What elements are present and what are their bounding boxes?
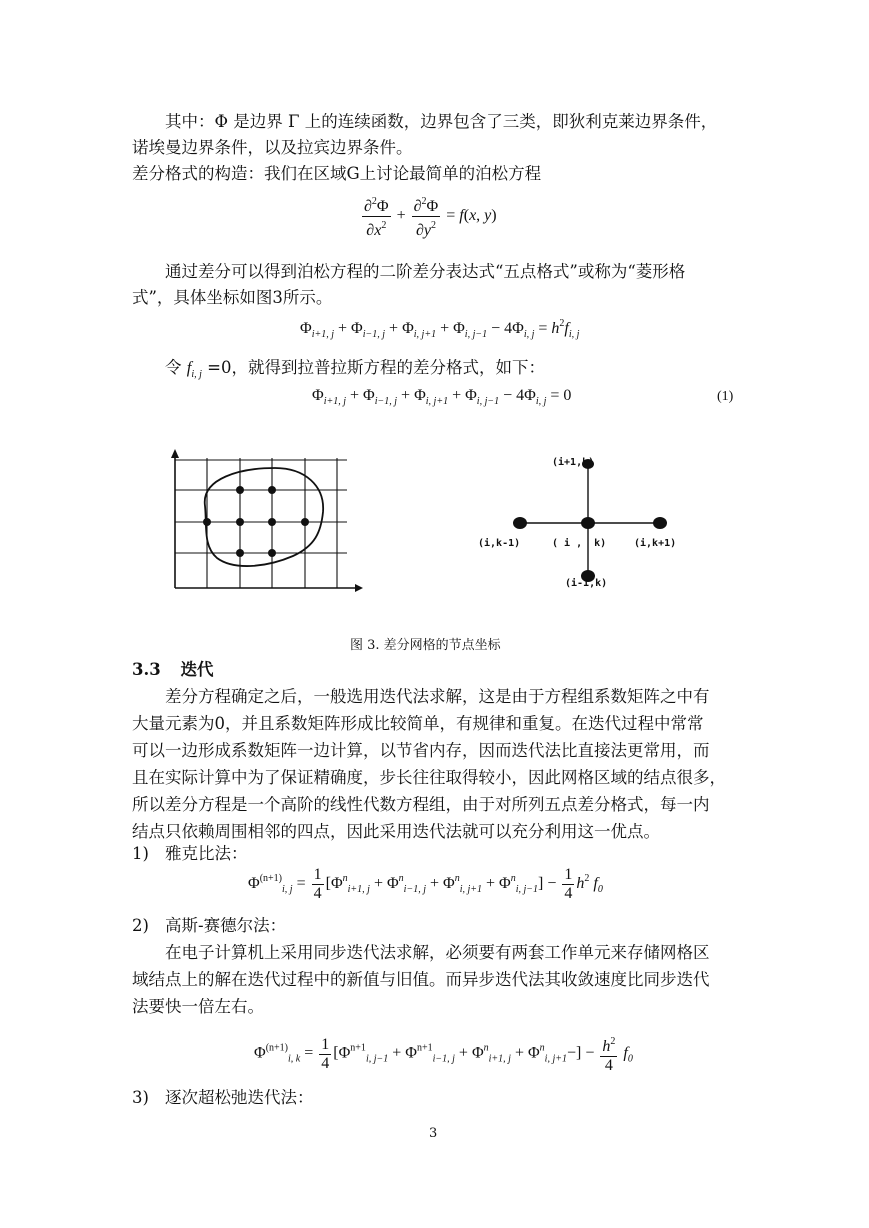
paragraph-line: 域结点上的解在迭代过程中的新值与旧值。而异步迭代法其收敛速度比同步迭代 (132, 970, 710, 989)
paragraph-line: 大量元素为0，并且系数矩阵形成比较简单，有规律和重复。在迭代过程中常常 (132, 714, 704, 733)
list-item-label: 雅克比法： (165, 844, 248, 863)
section-heading (132, 656, 213, 680)
list-item-number: 3) (132, 1088, 149, 1107)
equation-number: (1) (717, 389, 734, 404)
poisson-equation: $\frac{\partial^2\Phi}{\partial x^2}$ + $\frac{\partial^2\Phi}{\partial y^2}$ = f(x, y) (360, 193, 497, 240)
paragraph-line: 差分方程确定之后，一般选用迭代法求解，这是由于方程组系数矩阵之中有 (165, 687, 710, 706)
list-item-number: 2) (132, 916, 149, 935)
stencil-label-center: ( i , k) (552, 538, 607, 549)
laplace-equation: $\Phi_{i+1, j} + \Phi_{i-1, j} + \Phi_{i, j+1} + \Phi_{i, j-1} - 4\Phi_{i, j} = 0$ (312, 387, 572, 407)
stencil-label-left: (i,k-1) (478, 538, 521, 549)
list-item-number: 1) (132, 844, 149, 863)
stencil-label-right: (i,k+1) (634, 538, 677, 549)
jacobi-equation: $\Phi^{(n+1)}_{i, j}$ = $\frac{1}{4}$ $[\Phi^n_{i+1, j} + \Phi^n_{i-1, j} + \Phi^n_{i, j+1} + \Phi^n_{i, j-1}]$ − $\frac{1}{4}$ $h^2$ $f_0$ (248, 866, 603, 902)
stencil-label-bottom: (i-1,k) (565, 578, 608, 589)
paragraph-line: 差分格式的构造：我们在区域G上讨论最简单的泊松方程 (132, 164, 542, 183)
list-item-label: 逐次超松弛迭代法： (165, 1088, 314, 1107)
gauss-seidel-equation: $\Phi^{(n+1)}_{i, k}$ = $\frac{1}{4}$ $[\Phi^{n+1}_{i, j-1} + \Phi^{n+1}_{i-1, j} + \Phi^n_{i+1, j} + \Phi^n_{i, j+1}-]$ − $\frac{h^2}{4}$ $f_0$ (254, 1033, 633, 1075)
page-number: 3 (429, 1126, 438, 1141)
stencil-label-top: (i+1,k) (552, 457, 595, 468)
paragraph-line: 法要快一倍左右。 (132, 997, 264, 1016)
paragraph-line: 其中：Φ 是边界 Γ 上的连续函数，边界包含了三类，即狄利克莱边界条件， (165, 112, 718, 131)
paragraph-line: 结点只依赖周围相邻的四点，因此采用迭代法就可以充分利用这一优点。 (132, 822, 660, 841)
paragraph-line: 式”，具体坐标如图3所示。 (132, 288, 333, 307)
paragraph-line: 通过差分可以得到泊松方程的二阶差分表达式“五点格式”或称为“菱形格 (165, 262, 686, 281)
paragraph-line: 且在实际计算中为了保证精确度，步长往往取得较小，因此网格区域的结点很多， (132, 768, 726, 787)
paragraph-line: 可以一边形成系数矩阵一边计算，以节省内存，因而迭代法比直接法更常用，而 (132, 741, 710, 760)
section-number: 3.3 (132, 660, 161, 679)
section-title: 迭代 (180, 660, 214, 679)
paragraph-text: 令 (165, 358, 182, 377)
list-item-label: 高斯-赛德尔法： (165, 916, 287, 935)
paragraph-text: =0，就得到拉普拉斯方程的差分格式，如下： (207, 358, 545, 377)
figure-caption: 图 3. 差分网格的节点坐标 (350, 638, 501, 653)
grid-region-figure (165, 446, 365, 596)
paragraph-line: 令 $f_{i, j} =0$，就得到拉普拉斯方程的差分格式，如下： (165, 358, 545, 380)
paragraph-line: 诺埃曼边界条件，以及拉宾边界条件。 (132, 138, 413, 157)
five-point-equation: $\Phi_{i+1, j} + \Phi_{i-1, j} + \Phi_{i, j+1} + \Phi_{i, j-1} - 4\Phi_{i, j} = h^2f_{i, j}$ (300, 318, 580, 340)
paragraph-line: 在电子计算机上采用同步迭代法求解，必须要有两套工作单元来存储网格区 (165, 943, 710, 962)
paragraph-line: 所以差分方程是一个高阶的线性代数方程组，由于对所列五点差分格式，每一内 (132, 795, 710, 814)
